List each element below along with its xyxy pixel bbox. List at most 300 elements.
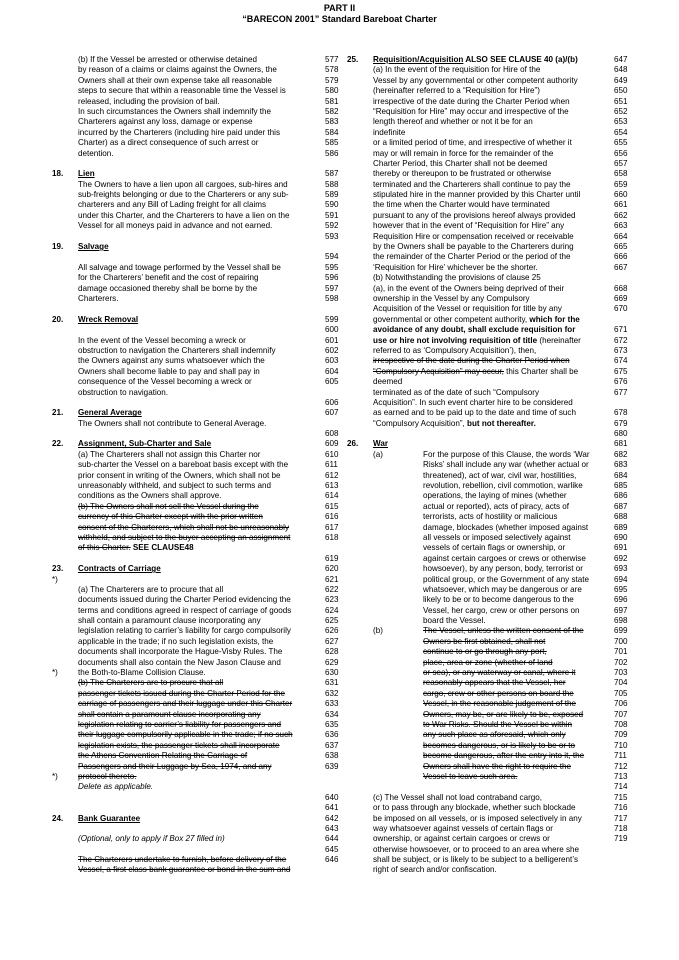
line-number: 695: [614, 584, 628, 594]
line-text: [373, 408, 611, 418]
line-text: [373, 117, 611, 127]
line-text: [78, 637, 308, 647]
line-number: 647: [614, 55, 628, 64]
text-line: [52, 325, 348, 335]
text-line: [52, 450, 348, 460]
text-line: [52, 678, 348, 688]
line-text: [373, 180, 611, 190]
text-line: [347, 606, 633, 616]
line-text: [373, 86, 611, 96]
text: by the Owners shall be payable to the Charterers during: [373, 242, 574, 252]
line-number: 617: [325, 522, 339, 532]
line-text: [78, 76, 308, 86]
line-number: 654: [614, 127, 628, 137]
line-number: 582: [325, 106, 339, 116]
clause-number: *): [52, 771, 58, 781]
line-text: [373, 865, 611, 875]
text: length thereof and whether or not it be for an: [373, 117, 533, 127]
line-text: [78, 439, 308, 449]
line-number: 607: [325, 408, 339, 418]
text: deemed: [373, 377, 403, 387]
text-line: [347, 294, 633, 304]
text: terminated and the Charterers shall continue to pay the: [373, 179, 571, 189]
text: Contracts of Carriage: [78, 564, 161, 574]
line-number: 696: [614, 595, 628, 605]
text-line: [347, 502, 633, 512]
text: as earned and to be paid up to the date and time of such: [373, 408, 576, 418]
text: Bank Guarantee: [78, 813, 141, 823]
line-text: [78, 419, 308, 429]
line-text: [373, 346, 611, 356]
text: Delete as applicable.: [78, 782, 154, 792]
text: (a) The Charterers shall not assign this Charter nor: [78, 449, 261, 459]
line-number: 691: [614, 543, 628, 553]
line-number: 612: [325, 470, 339, 480]
text-line: [347, 169, 633, 179]
clause-number: *): [52, 574, 58, 584]
text: ownership in the Vessel by any Compulsory: [373, 293, 530, 303]
text: terms and conditions agreed in respect of carriage of goods: [78, 605, 292, 615]
line-text: [78, 772, 308, 782]
text-line: [347, 284, 633, 294]
line-number: 635: [325, 720, 339, 729]
indented-text: threatened), act of war, civil war, hostilities,: [423, 470, 577, 480]
text-line: [52, 76, 348, 86]
document-title: “BARECON 2001” Standard Bareboat Charter: [242, 14, 437, 24]
text-line: [52, 159, 348, 169]
text: may or will remain in force for the remainder of the: [373, 148, 554, 158]
text-line: [347, 689, 633, 699]
text-line: [347, 211, 633, 221]
line-number: 659: [614, 179, 628, 189]
text-line: [347, 107, 633, 117]
text: documents issued during the Charter Period evidencing the: [78, 595, 291, 605]
indented-text: cargo, crew or other persons on board the: [423, 688, 574, 698]
text-line: [347, 616, 633, 626]
line-text: [78, 263, 308, 273]
line-number: 636: [325, 730, 339, 740]
text: legislation exists, the passenger tickets shall incorporate: [78, 740, 280, 750]
line-number: 693: [614, 564, 628, 574]
text-line: [52, 814, 348, 824]
text-line: [347, 865, 633, 875]
line-text: [373, 356, 611, 366]
text: incurred by the Charterers (including hire paid under this: [78, 127, 280, 137]
text-line: [52, 730, 348, 740]
line-number: 630: [325, 668, 339, 678]
text-line: [52, 512, 348, 522]
line-text: [373, 294, 611, 304]
line-text: [78, 190, 308, 200]
line-text: [373, 159, 611, 169]
line-number: 685: [614, 481, 628, 491]
text-line: [52, 699, 348, 709]
line-text: [373, 304, 611, 314]
line-text: [78, 720, 308, 730]
text: way whatsoever against vessels of certain flags or: [373, 823, 553, 833]
text-line: [347, 221, 633, 231]
line-text: [78, 346, 308, 356]
text-line: [52, 336, 348, 346]
text: unreasonably withheld, and subject to such terms and: [78, 481, 272, 491]
line-text: [78, 128, 308, 138]
clause-number: 23.: [52, 564, 64, 574]
text: currency of this Charter except with the prior written: [78, 512, 263, 522]
text-line: [347, 824, 633, 834]
text-line: [52, 626, 348, 636]
text: pursuant to any of the provisions hereof always provided: [373, 210, 576, 220]
line-text: [78, 450, 308, 460]
line-number: 585: [325, 138, 339, 148]
text-line: [52, 543, 348, 553]
text-line: [347, 626, 633, 636]
text-line: [347, 658, 633, 668]
text-line: [347, 647, 633, 657]
text-line: [347, 730, 633, 740]
line-number: 602: [325, 345, 339, 355]
line-number: 579: [325, 75, 339, 85]
line-number: 700: [614, 636, 628, 646]
text-line: [52, 367, 348, 377]
line-number: 595: [325, 262, 339, 272]
line-number: 641: [325, 803, 339, 813]
line-number: 710: [614, 740, 628, 750]
line-number: 627: [325, 636, 339, 646]
line-number: 646: [325, 855, 339, 865]
text: Requisition Hire or compensation received or receivable: [373, 231, 574, 241]
line-text: [78, 782, 308, 792]
text-line: [52, 263, 348, 273]
line-number: 655: [614, 138, 628, 148]
text-line: [52, 377, 348, 387]
text: documents shall incorporate the Hague-Visby Rules. The: [78, 647, 283, 657]
line-number: 623: [325, 595, 339, 605]
text-line: [347, 543, 633, 553]
text-line: [52, 65, 348, 75]
line-number: 681: [614, 439, 628, 449]
line-number: 694: [614, 574, 628, 584]
line-number: 642: [325, 813, 339, 823]
text: ‘Requisition for Hire’ whichever be the shorter.: [373, 262, 538, 272]
clause-number: 19.: [52, 242, 64, 252]
line-text: [78, 221, 308, 231]
text-line: [347, 149, 633, 159]
text: terminated as of the date of such “Compulsory: [373, 387, 540, 397]
line-number: 712: [614, 761, 628, 771]
indented-text: actual or reported), acts of piracy, acts of: [423, 501, 570, 511]
line-number: 586: [325, 148, 339, 158]
indented-text: all vessels or imposed selectively against: [423, 532, 571, 542]
line-text: [373, 398, 611, 408]
text: charterers and any Bill of Lading freight for all claims: [78, 200, 267, 210]
line-number: 588: [325, 179, 339, 189]
line-number: 690: [614, 532, 628, 542]
text: indefinite: [373, 127, 406, 137]
text-line: [52, 149, 348, 159]
line-number: 689: [614, 522, 628, 532]
text: otherwise howsoever, or to proceed to an area where she: [373, 844, 580, 854]
indented-text: place, area or zone (whether of land: [423, 657, 553, 667]
text: sub-freights belonging or due to the Charterers or any sub-: [78, 190, 289, 200]
text: under this Charter, and the Charterers to have a lien on the: [78, 210, 290, 220]
text-line: [347, 720, 633, 730]
line-text: [78, 595, 308, 605]
line-number: 674: [614, 356, 628, 366]
text: the Owners against any sums whatsoever which the: [78, 356, 265, 366]
text-line: [347, 159, 633, 169]
text-line: [347, 762, 633, 772]
line-text: [373, 149, 611, 159]
line-number: 657: [614, 158, 628, 168]
indented-text: political group, or the Government of any state: [423, 574, 590, 584]
text-line: [347, 377, 633, 387]
line-number: 618: [325, 532, 339, 542]
text: stipulated hire in the manner provided by this Charter until: [373, 190, 581, 200]
indented-text: Owners shall have the right to require the: [423, 761, 572, 771]
line-number: 688: [614, 512, 628, 522]
text: (b) If the Vessel be arrested or otherwise detained: [78, 55, 258, 64]
text: irrespective of the date during the Charter Period when: [373, 356, 570, 366]
line-number: 639: [325, 761, 339, 771]
text-line: [347, 741, 633, 751]
text-line: [347, 782, 633, 792]
line-number: 683: [614, 460, 628, 470]
text-line: [347, 429, 633, 439]
text: Acquisition”. In such event charter hire to be considered: [373, 397, 573, 407]
text-line: [52, 741, 348, 751]
text: legislation relating to carrier’s liability for passengers and: [78, 720, 282, 729]
text-fragment: use or hire not involving requisition of title: [373, 335, 538, 345]
line-text: [78, 242, 308, 252]
line-number: 638: [325, 751, 339, 761]
text: the remainder of the Charter Period or the period of the: [373, 252, 571, 262]
text-line: [52, 575, 348, 585]
text-line: [347, 97, 633, 107]
text-line: [347, 803, 633, 813]
text-line: [347, 564, 633, 574]
clause-number: 21.: [52, 408, 64, 418]
indented-text: become dangerous, after the entry into it, the: [423, 751, 585, 761]
line-text: [78, 741, 308, 751]
text-line: [347, 793, 633, 803]
line-text: [78, 543, 308, 553]
text-line: [52, 232, 348, 242]
line-text: [78, 585, 308, 595]
clause-number: 24.: [52, 813, 64, 823]
indented-text: For the purpose of this Clause, the words ‘War: [423, 449, 590, 459]
line-number: 587: [325, 169, 339, 179]
text-line: [52, 710, 348, 720]
line-text: [78, 408, 308, 418]
line-number: 584: [325, 127, 339, 137]
clause-number: 26.: [347, 439, 359, 449]
text: Salvage: [78, 242, 109, 252]
line-number: 686: [614, 491, 628, 501]
line-number: 597: [325, 283, 339, 293]
line-number: 628: [325, 647, 339, 657]
text: avoidance of any doubt, shall exclude requisition for: [373, 325, 576, 335]
line-text: [78, 668, 308, 678]
text-line: [347, 325, 633, 335]
line-number: 705: [614, 688, 628, 698]
text-line: [52, 356, 348, 366]
line-text: [78, 367, 308, 377]
clause-number: 25.: [347, 55, 359, 64]
text: for the Charterers’ benefit and the cost of repairing: [78, 273, 259, 283]
line-text: [78, 814, 308, 824]
text: Charterers against any loss, damage or expense: [78, 117, 253, 127]
line-number: 652: [614, 106, 628, 116]
line-text: [78, 751, 308, 761]
line-text: [78, 512, 308, 522]
line-number: 615: [325, 501, 339, 511]
line-text: [373, 273, 611, 283]
line-text: [78, 606, 308, 616]
line-text: [78, 149, 308, 159]
text-line: [52, 200, 348, 210]
line-number: 593: [325, 231, 339, 241]
line-text: [78, 699, 308, 709]
text: General Average: [78, 408, 142, 418]
text-line: [347, 65, 633, 75]
line-text: [78, 294, 308, 304]
text-line: [52, 419, 348, 429]
text-line: [52, 845, 348, 855]
text: In such circumstances the Owners shall indemnify the: [78, 106, 271, 116]
line-number: 614: [325, 491, 339, 501]
indented-text: board the Vessel.: [423, 616, 486, 626]
line-number: 643: [325, 823, 339, 833]
text: The Owners to have a lien upon all cargoes, sub-hires and: [78, 179, 288, 189]
line-text: [78, 471, 308, 481]
text: Wreck Removal: [78, 314, 139, 324]
text: steps to secure that within a reasonable time the Vessel is: [78, 86, 286, 96]
text-line: [52, 647, 348, 657]
text-line: [52, 211, 348, 221]
clause-number: 18.: [52, 169, 64, 179]
line-text: [78, 658, 308, 668]
text-line: [347, 55, 633, 65]
line-text: [78, 762, 308, 772]
line-text: [78, 710, 308, 720]
text-line: [347, 814, 633, 824]
line-number: 673: [614, 345, 628, 355]
line-number: 668: [614, 283, 628, 293]
text-fragment: but not thereafter.: [467, 418, 536, 428]
sub-clause-label: (b): [373, 626, 383, 636]
text: damage occasioned thereby shall be borne by the: [78, 283, 258, 293]
line-number: 610: [325, 449, 339, 459]
line-text: [78, 678, 308, 688]
indented-text: any such place as aforesaid, which only: [423, 730, 566, 740]
line-text: [373, 845, 611, 855]
text: sub-charter the Vessel on a bareboat basis except with the: [78, 460, 289, 470]
line-number: 645: [325, 844, 339, 854]
text: shall contain a paramount clause incorporating any: [78, 709, 261, 719]
line-number: 608: [325, 429, 339, 439]
text-line: [52, 315, 348, 325]
indented-text: or sea), or any waterway or canal, where it: [423, 668, 576, 678]
text: Charterers.: [78, 293, 119, 303]
line-number: 663: [614, 221, 628, 231]
line-number: 590: [325, 200, 339, 210]
text-line: [347, 678, 633, 688]
text-line: [347, 263, 633, 273]
line-text: [373, 190, 611, 200]
text-line: [347, 668, 633, 678]
text-line: [52, 834, 348, 844]
see-clause-note: SEE CLAUSE48: [130, 543, 194, 553]
line-text: [373, 367, 611, 377]
line-text: [78, 730, 308, 740]
indented-text: likely to be or to become dangerous to the: [423, 595, 574, 605]
text-line: [52, 128, 348, 138]
text: of this Charter.: [78, 543, 131, 553]
line-text: [373, 284, 611, 294]
line-number: 658: [614, 169, 628, 179]
line-text: [373, 336, 611, 346]
part-heading: PART II: [323, 3, 356, 13]
line-number: 601: [325, 335, 339, 345]
line-number: 661: [614, 200, 628, 210]
line-text: [78, 834, 308, 844]
line-text: [373, 55, 611, 65]
indented-text: Vessel, in the reasonable judgement of the: [423, 699, 576, 709]
text: obstruction to navigation the Charterers shall indemnify: [78, 345, 276, 355]
text-line: [347, 398, 633, 408]
indented-text: against certain cargoes or crews or otherwise: [423, 553, 586, 563]
text-line: [52, 762, 348, 772]
line-number: 697: [614, 605, 628, 615]
text: the Both-to-Blame Collision Clause.: [78, 668, 206, 678]
text-line: [52, 252, 348, 262]
right-column: [347, 55, 633, 876]
text-line: [347, 710, 633, 720]
text: withheld, and subject to the buyer accepting an assignment: [78, 532, 291, 542]
text: irrespective of the date during the Charter Period when: [373, 96, 570, 106]
text-fragment: “Compulsory Acquisition”,: [373, 418, 468, 428]
text-line: [52, 523, 348, 533]
text-line: [52, 616, 348, 626]
text-line: [347, 533, 633, 543]
line-text: [78, 273, 308, 283]
line-number: 678: [614, 408, 628, 418]
text: their luggage compulsorily applicable in the trade; if no such: [78, 730, 293, 740]
indented-text: becomes dangerous, or is likely to be or to: [423, 740, 576, 750]
line-number: 626: [325, 626, 339, 636]
line-number: 664: [614, 231, 628, 241]
text-fragment: governmental or other competent authority,: [373, 314, 530, 324]
line-text: [78, 107, 308, 117]
text-line: [52, 751, 348, 761]
text: Passengers and their Luggage by Sea, 1974, and any: [78, 761, 272, 771]
text-line: [347, 855, 633, 865]
text-line: [52, 554, 348, 564]
text: (a) The Charterers are to procure that all: [78, 584, 224, 594]
line-text: [373, 138, 611, 148]
indented-text: damage, blockades (whether imposed against: [423, 522, 589, 532]
line-number: 679: [614, 418, 628, 428]
text-line: [347, 834, 633, 844]
text: Owners shall become liable to pay and shall pay in: [78, 366, 260, 376]
line-text: [78, 97, 308, 107]
indented-text: howsoever), by any person, body, terrorist or: [423, 564, 583, 574]
text-fragment: which for the: [529, 314, 580, 324]
line-number: 611: [325, 460, 338, 470]
line-text: [78, 55, 308, 65]
line-number: 578: [325, 65, 339, 75]
text-line: [52, 824, 348, 834]
